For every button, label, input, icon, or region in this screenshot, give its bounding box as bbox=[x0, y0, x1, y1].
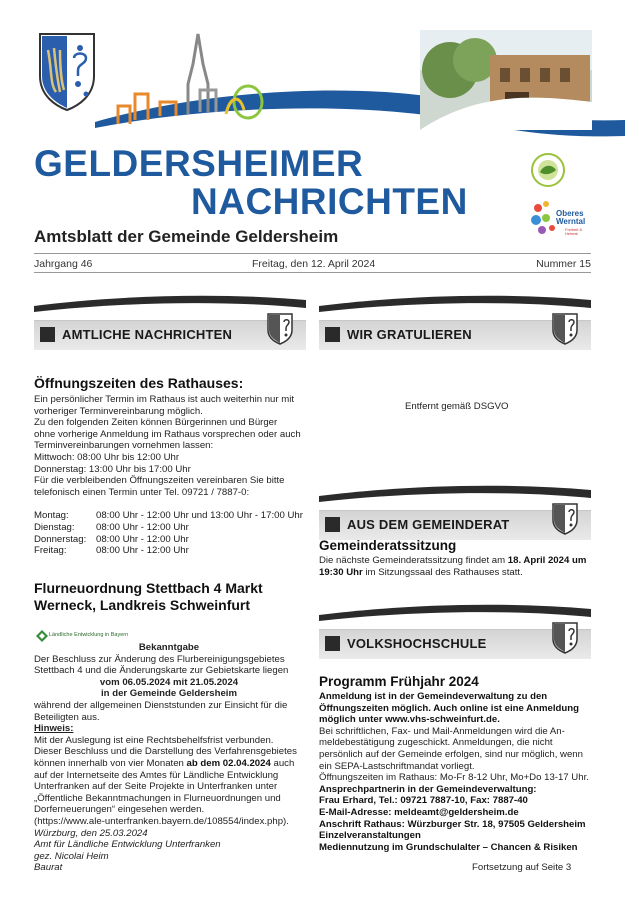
rathaus-line: Ein persönlicher Termin im Rathaus ist auch weiterhin nur mit bbox=[34, 394, 295, 405]
vhs-bold-line: Öffnungszeiten möglich. Auch online ist eine Anmeldung bbox=[319, 702, 579, 714]
vhs-bold-line: möglich unter www.vhs-schweinfurt.de. bbox=[319, 714, 500, 726]
schedule-time: 08:00 Uhr - 12:00 Uhr bbox=[96, 521, 189, 533]
schedule-time: 08:00 Uhr - 12:00 Uhr bbox=[96, 533, 189, 545]
gemeinderat-time: 19:30 Uhr bbox=[319, 566, 363, 578]
vhs-contact-line: Frau Erhard, Tel.: 09721 7887-10, Fax: 7887-40 bbox=[319, 795, 528, 807]
masthead-title-line2: NACHRICHTEN bbox=[191, 181, 468, 222]
rathaus-line: Mittwoch: 08:00 Uhr bis 12:00 Uhr bbox=[34, 451, 180, 463]
rathaus-heading: Öffnungszeiten des Rathauses: bbox=[34, 375, 244, 391]
eco-seal-icon bbox=[530, 152, 566, 188]
section-banner-gratulieren bbox=[319, 292, 591, 354]
vhs-line: persönlich auf der Gemeinde erfolgen, sind nur möglich, wenn bbox=[319, 748, 583, 760]
vhs-bold-line: Anmeldung ist in der Gemeindeverwaltung zu den bbox=[319, 691, 548, 702]
flur-line: Der Beschluss zur Änderung des Flurbereinigungsgebietes bbox=[34, 653, 285, 665]
schedule-day: Freitag: bbox=[34, 545, 67, 557]
coat-of-arms-icon bbox=[34, 30, 100, 112]
rathaus-line: ohne vorherige Anmeldung im Rathaus vorsprechen oder auch bbox=[34, 428, 301, 440]
masthead-title-line1: GELDERSHEIMER bbox=[34, 143, 364, 184]
partner-logo-slogan: Freiheit & Heimat bbox=[565, 227, 583, 236]
flur-line: Dorferneuerungen“ eingesehen werden. bbox=[34, 804, 205, 816]
partner-logo-text: Oberes Werntal bbox=[556, 209, 586, 226]
rathaus-line: Terminvereinbarungen vornehmen lassen: bbox=[34, 440, 214, 452]
schedule-time: 08:00 Uhr - 12:00 Uhr und 13:00 Uhr - 17:00 Uhr bbox=[96, 510, 303, 521]
vhs-contact-line: E-Mail-Adresse: meldeamt@geldersheim.de bbox=[319, 806, 519, 818]
flur-url: (https://www.ale-unterfranken.bayern.de/108554/index.php). bbox=[34, 815, 289, 827]
rathaus-line: Donnerstag: 13:00 Uhr bis 17:00 Uhr bbox=[34, 463, 191, 475]
flur-hinweis: Hinweis: bbox=[34, 723, 74, 735]
vhs-contact-line: Anschrift Rathaus: Würzburger Str. 18, 97505 Geldersheim bbox=[319, 818, 586, 830]
vhs-line: Bei schriftlichen, Fax- und Mail-Anmeldungen wird die An- bbox=[319, 725, 565, 737]
flur-line: auf der Internetseite des Amtes für Ländliche Entwicklung bbox=[34, 769, 279, 781]
rathaus-line: Zu den folgenden Zeiten können Bürgerinnen und Bürger bbox=[34, 417, 278, 429]
flur-heading-line: Flurneuordnung Stettbach 4 Markt bbox=[34, 580, 263, 596]
vhs-contact-line: Einzelveranstaltungen bbox=[319, 830, 421, 842]
flur-line: Mit der Auslegung ist eine Rechtsbehelfsfrist verbunden. bbox=[34, 734, 274, 746]
schedule-row bbox=[34, 522, 303, 534]
gemeinderat-heading: Gemeinderatssitzung bbox=[319, 538, 457, 553]
flur-place: in der Gemeinde Geldersheim bbox=[101, 688, 237, 700]
schedule-row bbox=[34, 510, 303, 522]
rathaus-line: telefonisch einen Termin unter Tel. 09721 / 7887-0: bbox=[34, 486, 250, 498]
flur-line: Stettbach 4 und die Änderungskarte zur Gebietskarte liegen bbox=[34, 665, 289, 677]
vhs-line: Öffnungszeiten im Rathaus: Mo-Fr 8-12 Uhr, Mo+Do 13-17 Uhr. bbox=[319, 772, 589, 784]
banner-crest-icon bbox=[551, 312, 579, 345]
issue-info-bar bbox=[34, 253, 591, 273]
continued-note: Fortsetzung auf Seite 3 bbox=[472, 862, 572, 873]
schedule-row bbox=[34, 545, 303, 557]
flur-signature: Amt für Ländliche Entwicklung Unterfranken bbox=[34, 839, 221, 851]
schedule-row bbox=[34, 534, 303, 546]
gratulieren-notice: Entfernt gemäß DSGVO bbox=[405, 401, 509, 412]
gemeinderat-line bbox=[319, 567, 591, 579]
banner-crest-icon bbox=[266, 312, 294, 345]
banner-label: WIR GRATULIEREN bbox=[347, 327, 472, 342]
banner-crest-icon bbox=[551, 502, 579, 535]
vhs-text bbox=[319, 691, 591, 853]
flur-date-bold: ab dem 02.04.2024 bbox=[186, 757, 271, 769]
issue-date: Freitag, den 12. April 2024 bbox=[252, 258, 376, 270]
flur-text-run: können innerhalb von vier Monaten bbox=[34, 757, 187, 769]
rathaus-text bbox=[34, 394, 304, 498]
rathaus-line: vorheriger Terminvereinbarung möglich. bbox=[34, 405, 203, 417]
rathaus-line: Für die verbleibenden Öffnungszeiten vereinbaren Sie bitte bbox=[34, 475, 285, 487]
section-banner-gemeinderat bbox=[319, 482, 591, 544]
flur-line: während der allgemeinen Dienststunden zur Einsicht für die bbox=[34, 699, 288, 711]
flur-text-run: auch bbox=[270, 757, 295, 769]
vhs-heading: Programm Frühjahr 2024 bbox=[319, 674, 479, 689]
masthead-subtitle: Amtsblatt der Gemeinde Geldersheim bbox=[34, 227, 339, 246]
vhs-contact-line: Ansprechpartnerin in der Gemeindeverwaltung: bbox=[319, 783, 537, 795]
schedule-time: 08:00 Uhr - 12:00 Uhr bbox=[96, 545, 189, 557]
gemeinderat-text bbox=[319, 555, 591, 578]
banner-square-icon bbox=[325, 517, 340, 532]
vhs-line: meldebestätigung zugeschickt. Anmeldungen, die nicht bbox=[319, 737, 553, 749]
flur-line bbox=[34, 758, 304, 770]
schedule-day: Montag: bbox=[34, 510, 69, 521]
schedule-day: Donnerstag: bbox=[34, 533, 87, 545]
laendliche-entwicklung-logo-text: Ländliche Entwicklung in Bayern bbox=[49, 632, 129, 638]
issue-volume: Jahrgang 46 bbox=[34, 258, 93, 270]
section-banner-amtliche bbox=[34, 292, 306, 354]
gemeinderat-date: 18. April 2024 um bbox=[507, 555, 587, 566]
gemeinderat-text-run: Die nächste Gemeinderatssitzung findet am bbox=[319, 555, 508, 566]
flur-line: Beteiligten aus. bbox=[34, 711, 100, 723]
banner-square-icon bbox=[325, 636, 340, 651]
banner-crest-icon bbox=[551, 621, 579, 654]
flur-dates: vom 06.05.2024 mit 21.05.2024 bbox=[99, 676, 239, 688]
flur-line: „Öffentliche Bekanntmachungen in Flurneuordnungen und bbox=[34, 792, 281, 804]
issue-number: Nummer 15 bbox=[536, 258, 591, 270]
flur-heading bbox=[34, 580, 263, 614]
banner-square-icon bbox=[325, 327, 340, 342]
schedule-day: Dienstag: bbox=[34, 521, 75, 533]
opening-hours-schedule bbox=[34, 510, 303, 557]
town-photo bbox=[420, 30, 592, 130]
banner-label: AMTLICHE NACHRICHTEN bbox=[62, 327, 233, 342]
banner-label: VOLKSHOCHSCHULE bbox=[347, 636, 487, 651]
flur-signature: Baurat bbox=[34, 862, 63, 874]
banner-square-icon bbox=[40, 327, 55, 342]
section-banner-vhs bbox=[319, 601, 591, 663]
flur-line: Unterfranken auf der Seite Projekte in Unterfranken unter bbox=[34, 781, 278, 793]
flur-signature: gez. Nicolai Heim bbox=[34, 850, 109, 862]
flur-bekanntgabe: Bekanntgabe bbox=[138, 642, 200, 653]
flur-heading-line: Werneck, Landkreis Schweinfurt bbox=[34, 597, 251, 613]
gemeinderat-line bbox=[319, 555, 591, 567]
vhs-contact-line: Mediennutzung im Grundschulalter – Chancen & Risiken bbox=[319, 841, 578, 853]
flur-text bbox=[34, 642, 304, 874]
vhs-line: ein SEPA-Lastschriftmandat vorliegt. bbox=[319, 760, 475, 772]
banner-label: AUS DEM GEMEINDERAT bbox=[347, 517, 510, 532]
flur-signature: Würzburg, den 25.03.2024 bbox=[34, 827, 148, 839]
gemeinderat-text-run: im Sitzungssaal des Rathauses statt. bbox=[362, 566, 523, 578]
flur-line: Dieser Beschluss und die Darstellung des Verfahrensgebietes bbox=[34, 746, 297, 758]
masthead bbox=[0, 0, 625, 250]
